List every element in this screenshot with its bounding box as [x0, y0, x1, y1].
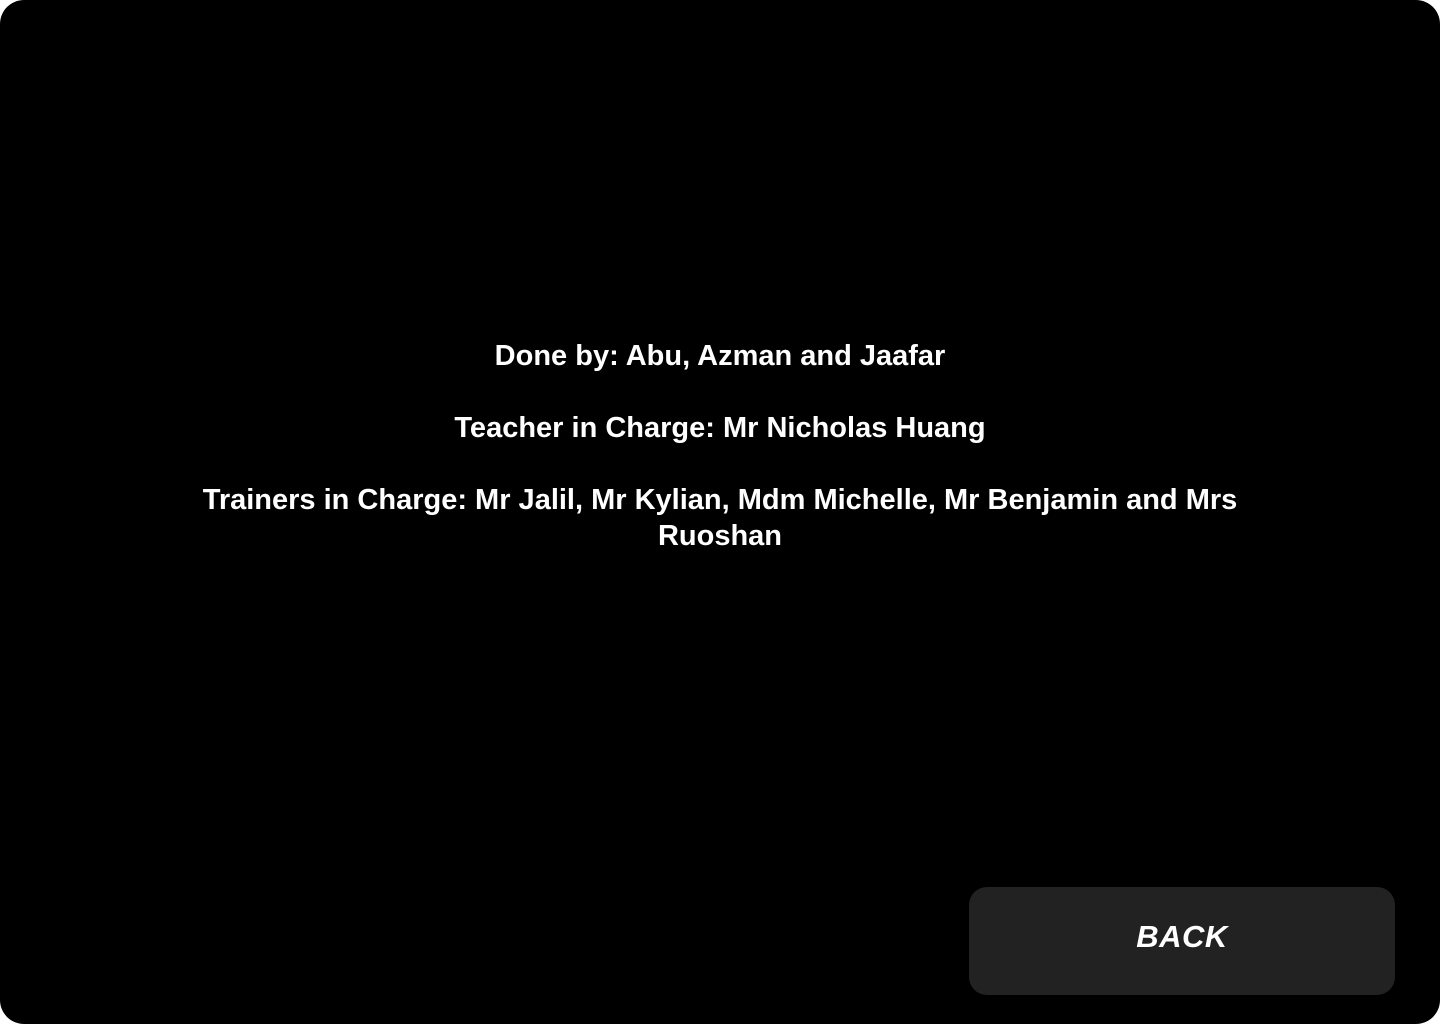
- done-by-text: Done by: Abu, Azman and Jaafar: [494, 340, 946, 372]
- credits-block: [200, 338, 1240, 554]
- teacher-in-charge-text: Teacher in Charge: Mr Nicholas Huang: [454, 412, 986, 444]
- trainers-in-charge-text: Trainers in Charge: Mr Jalil, Mr Kylian, Mdm Michelle, Mr Benjamin and Mrs Ruoshan: [202, 484, 1238, 552]
- back-button-label: BACK: [1136, 919, 1228, 954]
- back-button[interactable]: [969, 887, 1395, 995]
